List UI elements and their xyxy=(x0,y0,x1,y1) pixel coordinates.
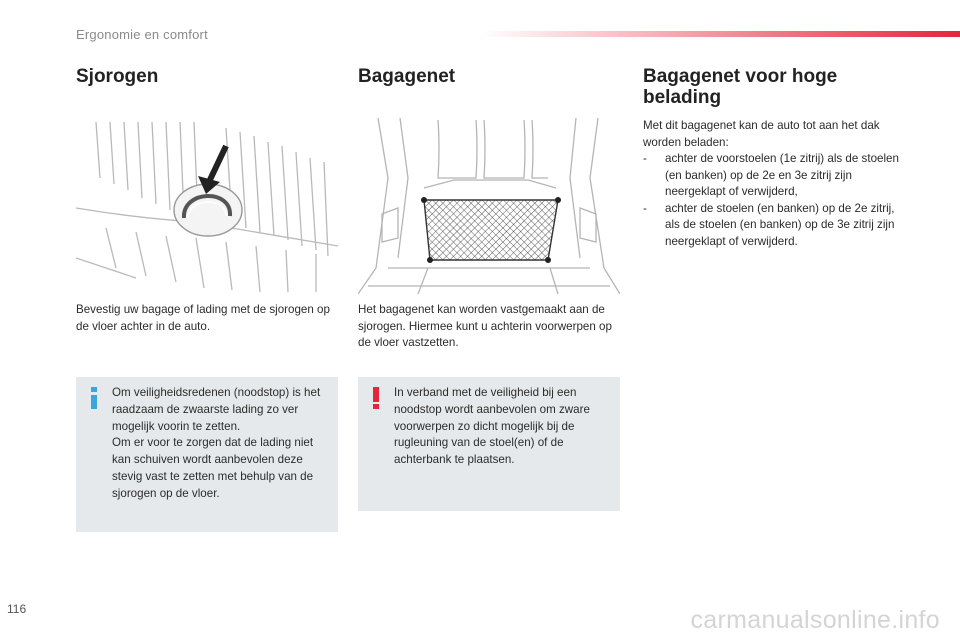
warning-icon xyxy=(368,387,384,409)
warning-note-text: In verband met de veiligheid bij een noodstop wordt aanbevolen om zware voorwerpen zo dicht mogelijk bij de rugleuning van de stoel(en) of de achterbank te plaatsen. xyxy=(394,386,590,467)
list-item-text: achter de stoelen (en banken) op de 2e zitrij, als de stoelen (en banken) op de 3e zitrij zijn neergeklapt of verwijderd. xyxy=(665,201,895,248)
list-item xyxy=(643,201,905,251)
condition-list xyxy=(643,151,905,250)
paragraph-bagagenet: Het bagagenet kan worden vastgemaakt aan de sjorogen. Hiermee kunt u achterin voorwerpen op de vloer vastzetten. xyxy=(358,303,612,349)
intro-text: Met dit bagagenet kan de auto tot aan het dak worden beladen: xyxy=(643,119,880,149)
heading-bagagenet-hoge-belading: Bagagenet voor hoge belading xyxy=(643,66,838,108)
heading-sjorogen: Sjorogen xyxy=(76,66,159,87)
heading-bagagenet: Bagagenet xyxy=(358,66,456,87)
floor-lashing-ring-illustration xyxy=(76,118,338,294)
paragraph-sjorogen: Bevestig uw bagage of lading met de sjorogen op de vloer achter in de auto. xyxy=(76,303,330,333)
cargo-net-illustration xyxy=(358,118,620,294)
list-item xyxy=(643,151,905,201)
info-note-box xyxy=(76,377,338,532)
watermark: carmanualsonline.info xyxy=(690,606,940,634)
warning-note-box xyxy=(358,377,620,511)
page-number: 116 xyxy=(7,602,27,616)
info-icon xyxy=(86,387,102,409)
header-accent-bar xyxy=(480,31,960,37)
list-dash: - xyxy=(643,201,647,215)
list-dash: - xyxy=(643,152,647,165)
list-item-text: achter de voorstoelen (1e zitrij) als de stoelen (en banken) op de 2e en 3e zitrij zijn neergeklapt of verwijderd, xyxy=(665,152,899,198)
section-title: Ergonomie en comfort xyxy=(76,27,208,42)
info-note-text: Om veiligheidsredenen (noodstop) is het raadzaam de zwaarste lading zo ver mogelijk voorin te zetten. Om er voor te zorgen dat de lading niet kan schuiven wordt aanbevolen deze stevig vast te zetten met behulp van de sjorogen op de vloer. xyxy=(112,386,321,500)
paragraph-hoge-belading xyxy=(643,118,905,250)
